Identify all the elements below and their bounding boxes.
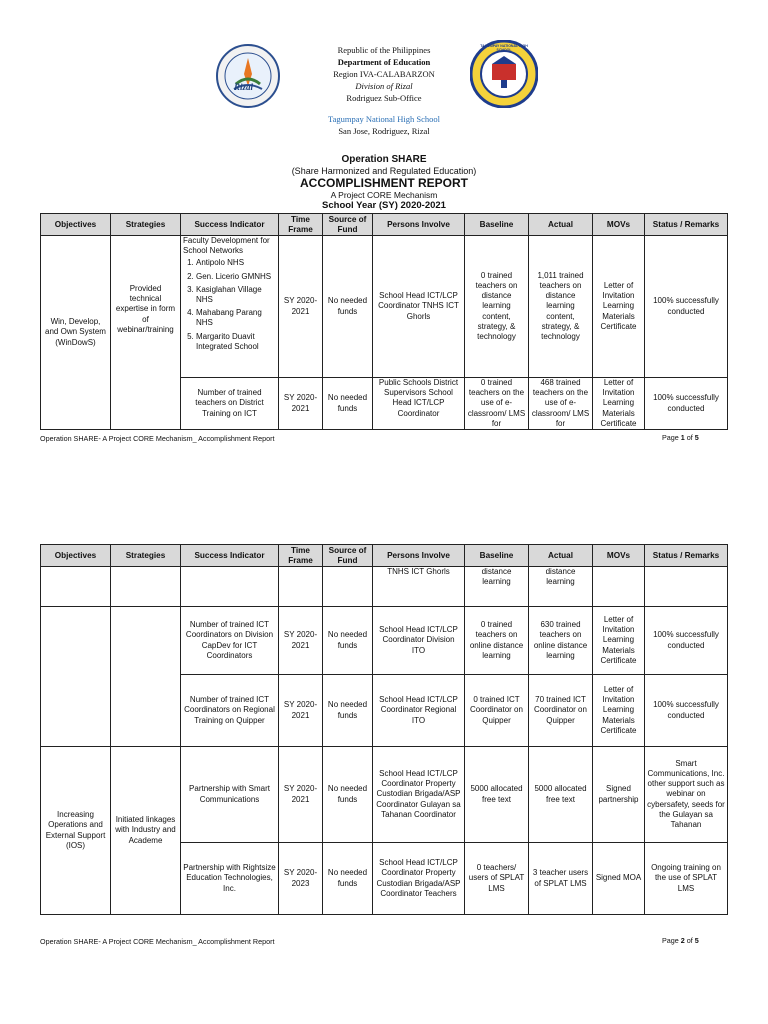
baseline-cell: 0 trained teachers on online distance learning: [465, 607, 529, 675]
empty-cell: [41, 607, 111, 747]
empty-cell: [323, 567, 373, 607]
title-report: ACCOMPLISHMENT REPORT: [300, 176, 468, 190]
status-cell: Smart Communications, Inc. other support such as webinar on cybersafety, seeds for the Gulayan sa Tahanan: [645, 747, 728, 843]
title-school-year: School Year (SY) 2020-2021: [322, 200, 446, 211]
footer-text-page1: Operation SHARE- A Project CORE Mechanism_ Accomplishment Report: [40, 434, 275, 443]
title-subtitle: (Share Harmonized and Regulated Education): [291, 166, 477, 176]
of-word: of: [686, 433, 693, 442]
school-name: Tagumpay National High School: [327, 114, 440, 124]
col-strategies: Strategies: [111, 214, 181, 236]
page-current: 1: [680, 433, 685, 442]
header-region: Region IVA-CALABARZON: [333, 69, 435, 79]
of-word: of: [686, 936, 693, 945]
strategy-cell: Provided technical expertise in form of webinar/training: [111, 236, 181, 430]
col-persons-involve: Persons Involve: [373, 545, 465, 567]
header-division: Division of Rizal: [355, 81, 413, 91]
list-item: 1. Antipolo NHS: [196, 258, 276, 268]
persons-cell: School Head ICT/LCP Coordinator Division ITO: [373, 607, 465, 675]
actual-cell: 3 teacher users of SPLAT LMS: [529, 843, 593, 915]
baseline-cell: 5000 allocated free text: [465, 747, 529, 843]
col-time-frame: Time Frame: [279, 545, 323, 567]
persons-cell: Public Schools District Supervisors School Head ICT/LCP Coordinator: [373, 378, 465, 430]
col-objectives: Objectives: [41, 214, 111, 236]
report-table-page1: [40, 213, 728, 430]
actual-cell: 468 trained teachers on the use of e-classroom/ LMS for: [529, 378, 593, 430]
status-cell: 100% successfully conducted: [645, 675, 728, 747]
empty-cell: [41, 567, 111, 607]
header-republic: Republic of the Philippines: [337, 45, 431, 55]
status-cell: 100% successfully conducted: [645, 607, 728, 675]
list-item: 2. Gen. Licerio GMNHS: [196, 272, 276, 282]
baseline-cell: 0 trained teachers on distance learning content, strategy, & technology: [465, 236, 529, 378]
persons-cell: School Head ICT/LCP Coordinator Regional ITO: [373, 675, 465, 747]
empty-cell: [111, 607, 181, 747]
footer-text-page2: Operation SHARE- A Project CORE Mechanism_ Accomplishment Report: [40, 937, 275, 946]
list-item: 4. Mahabang Parang NHS: [196, 308, 276, 328]
movs-cell: Signed MOA: [593, 843, 645, 915]
list-item: 3. Kasiglahan Village NHS: [196, 285, 276, 305]
empty-cell: [279, 567, 323, 607]
col-source-of-fund: Source of Fund: [323, 214, 373, 236]
list-item: 5. Margarito Duavit Integrated School: [196, 332, 276, 352]
persons-cell: School Head ICT/LCP Coordinator Property Custodian Brigada/ASP Coordinator Teachers: [373, 843, 465, 915]
page-number-2: [662, 936, 699, 945]
movs-cell: Letter of Invitation Learning Materials Certificate: [593, 378, 645, 430]
actual-cell: 630 trained teachers on online distance learning: [529, 607, 593, 675]
indicator-cell: Partnership with Smart Communications: [181, 747, 279, 843]
title-block: [200, 154, 568, 211]
page-word: Page: [662, 936, 679, 945]
indicator-cell: Number of trained teachers on District Training on ICT: [181, 378, 279, 430]
page-total: 5: [694, 936, 699, 945]
indicator-cell: Number of trained ICT Coordinators on Division CapDev for ICT Coordinators: [181, 607, 279, 675]
indicator-cell: Partnership with Rightsize Education Technologies, Inc.: [181, 843, 279, 915]
time-cell: SY 2020-2023: [279, 843, 323, 915]
baseline-cell: 0 teachers/ users of SPLAT LMS: [465, 843, 529, 915]
col-success-indicator: Success Indicator: [181, 214, 279, 236]
status-cell: 100% successfully conducted: [645, 236, 728, 378]
actual-cell: 70 trained ICT Coordinator on Quipper: [529, 675, 593, 747]
col-actual: Actual: [529, 214, 593, 236]
fund-cell: No needed funds: [323, 607, 373, 675]
col-persons-involve: Persons Involve: [373, 214, 465, 236]
empty-cell: [593, 567, 645, 607]
table-header-row: [41, 214, 728, 236]
col-baseline: Baseline: [465, 545, 529, 567]
status-cell: Ongoing training on the use of SPLAT LMS: [645, 843, 728, 915]
time-cell: SY 2020-2021: [279, 675, 323, 747]
table-row-continued: [41, 567, 728, 607]
persons-cell: TNHS ICT Ghorls: [373, 567, 465, 607]
status-cell: 100% successfully conducted: [645, 378, 728, 430]
school-address: San Jose, Rodriguez, Rizal: [338, 126, 430, 136]
title-mechanism: A Project CORE Mechanism: [330, 190, 438, 200]
title-operation: Operation SHARE: [341, 154, 427, 165]
fund-cell: No needed funds: [323, 843, 373, 915]
fund-cell: No needed funds: [323, 675, 373, 747]
movs-cell: Signed partnership: [593, 747, 645, 843]
time-cell: SY 2020-2021: [279, 236, 323, 378]
school-list: [183, 258, 276, 352]
table-header-row: [41, 545, 728, 567]
movs-cell: Letter of Invitation Learning Materials Certificate: [593, 675, 645, 747]
table-row: [41, 236, 728, 378]
col-baseline: Baseline: [465, 214, 529, 236]
report-table-page2: [40, 544, 728, 915]
col-source-of-fund: Source of Fund: [323, 545, 373, 567]
page-number-1: [662, 433, 699, 442]
time-cell: SY 2020-2021: [279, 378, 323, 430]
movs-cell: Letter of Invitation Learning Materials Certificate: [593, 607, 645, 675]
strategy-cell: Initiated linkages with Industry and Academe: [111, 747, 181, 915]
indicator-cell: Number of trained ICT Coordinators on Regional Training on Quipper: [181, 675, 279, 747]
fund-cell: No needed funds: [323, 236, 373, 378]
col-status: Status / Remarks: [645, 545, 728, 567]
baseline-cell: distance learning: [465, 567, 529, 607]
actual-cell: 5000 allocated free text: [529, 747, 593, 843]
seal-text: TAGUMPAY NATIONAL HIGH SCHOOL: [480, 44, 528, 52]
objective-cell: Win, Develop, and Own System (WinDowS): [41, 236, 111, 430]
movs-cell: Letter of Invitation Learning Materials Certificate: [593, 236, 645, 378]
col-actual: Actual: [529, 545, 593, 567]
col-strategies: Strategies: [111, 545, 181, 567]
header-department: Department of Education: [337, 57, 431, 67]
actual-cell: 1,011 trained teachers on distance learning content, strategy, & technology: [529, 236, 593, 378]
time-cell: SY 2020-2021: [279, 607, 323, 675]
col-time-frame: Time Frame: [279, 214, 323, 236]
page-current: 2: [680, 936, 685, 945]
fund-cell: No needed funds: [323, 378, 373, 430]
col-status: Status / Remarks: [645, 214, 728, 236]
baseline-cell: 0 trained teachers on the use of e-classroom/ LMS for: [465, 378, 529, 430]
persons-cell: School Head ICT/LCP Coordinator Property Custodian Brigada/ASP Coordinator Gulayan sa Tahanan Coordinator: [373, 747, 465, 843]
page-total: 5: [694, 433, 699, 442]
persons-cell: School Head ICT/LCP Coordinator TNHS ICT Ghorls: [373, 236, 465, 378]
col-objectives: Objectives: [41, 545, 111, 567]
empty-cell: [181, 567, 279, 607]
empty-cell: [111, 567, 181, 607]
baseline-cell: 0 trained ICT Coordinator on Quipper: [465, 675, 529, 747]
table-row: [41, 607, 728, 675]
logo-left-text: Rizal: [234, 82, 254, 92]
time-cell: SY 2020-2021: [279, 747, 323, 843]
letterhead: [260, 44, 508, 104]
objective-cell: Increasing Operations and External Support (IOS): [41, 747, 111, 915]
fund-cell: No needed funds: [323, 747, 373, 843]
page-word: Page: [662, 433, 679, 442]
actual-cell: distance learning: [529, 567, 593, 607]
indicator-cell: [181, 236, 279, 378]
col-success-indicator: Success Indicator: [181, 545, 279, 567]
col-movs: MOVs: [593, 214, 645, 236]
indicator-intro: Faculty Development for School Networks: [183, 236, 270, 256]
col-movs: MOVs: [593, 545, 645, 567]
table-row: [41, 747, 728, 843]
empty-cell: [645, 567, 728, 607]
header-suboffice: Rodriguez Sub-Office: [346, 93, 422, 103]
